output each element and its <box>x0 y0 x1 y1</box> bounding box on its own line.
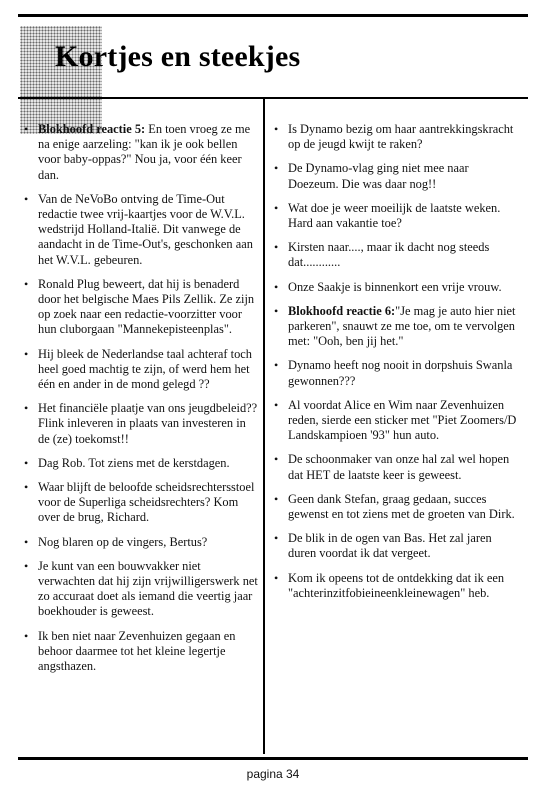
item-text: "Je mag je auto hier niet parkeren", snauwt ze me toe, om te vervolgen met: "Ooh, ben jij het." <box>288 303 516 349</box>
item-text: Ronald Plug beweert, dat hij is benaderd door het belgische Maes Pils Zellik. Ze zijn op zoek naar een redactie-voorzitter voor hun cluborgaan "Mannekepisteenplas". <box>38 276 255 337</box>
item-text: Wat doe je weer moeilijk de laatste weken. Hard aan vakantie toe? <box>288 200 501 231</box>
item-text: Dynamo heeft nog nooit in dorpshuis Swanla gewonnen??? <box>288 358 513 388</box>
page-number: pagina 34 <box>246 767 300 781</box>
bullet-icon: • <box>274 303 279 318</box>
list-item <box>22 480 260 526</box>
list-item <box>272 452 522 482</box>
item-text: Hij bleek de Nederlandse taal achteraf toch heel goed machtig te zijn, of werd hem het één en ander in de mond gelegd ?? <box>38 346 252 392</box>
bullet-icon: • <box>274 397 279 412</box>
list-item <box>22 559 260 620</box>
bottom-rule <box>18 757 528 760</box>
bullet-icon: • <box>24 534 29 549</box>
item-lead: Blokhoofd reactie 6: <box>288 303 396 318</box>
list-item <box>22 401 260 447</box>
bullet-icon: • <box>24 401 29 416</box>
bullet-icon: • <box>274 161 279 176</box>
item-text: Waar blijft de beloofde scheidsrechtersstoel voor de Superliga scheidsrechters? Kom over de brug, Richard. <box>38 480 255 525</box>
list-item <box>272 492 522 522</box>
bullet-icon: • <box>24 122 29 136</box>
bullet-icon: • <box>24 346 29 361</box>
list-item <box>22 277 260 338</box>
list-item <box>272 398 522 444</box>
bullet-icon: • <box>274 491 279 506</box>
item-text: Je kunt van een bouwvakker niet verwachten dat hij zijn vrijwilligerswerk net zo accuraat doet als iemand die veertig jaar boekhouder is geweest. <box>38 558 258 619</box>
list-item <box>22 629 260 675</box>
item-lead: Blokhoofd reactie 5: <box>38 122 146 136</box>
list-item <box>22 122 260 183</box>
bullet-icon: • <box>24 455 29 470</box>
item-text: Dag Rob. Tot ziens met de kerstdagen. <box>38 455 230 470</box>
list-item <box>272 122 522 152</box>
list-item <box>272 571 522 601</box>
list-item <box>22 192 260 268</box>
list-item <box>22 456 260 471</box>
item-text: Kirsten naar...., maar ik dacht nog steeds dat............ <box>288 240 490 270</box>
item-text: Al voordat Alice en Wim naar Zevenhuizen reden, sierde een sticker met "Piet Zoomers/D Landskampioen '93" hun auto. <box>288 397 517 443</box>
list-item <box>22 347 260 393</box>
bullet-icon: • <box>274 279 279 294</box>
bullet-icon: • <box>24 480 29 495</box>
bullet-icon: • <box>24 628 29 643</box>
item-text: De Dynamo-vlag ging niet mee naar Doezeum. Die was daar nog!! <box>288 161 469 191</box>
title-rule <box>18 97 528 99</box>
item-text: Geen dank Stefan, graag gedaan, succes gewenst en tot ziens met de groeten van Dirk. <box>288 491 515 522</box>
item-text: Onze Saakje is binnenkort een vrije vrouw. <box>288 279 502 294</box>
list-item <box>272 161 522 191</box>
list-item <box>272 201 522 231</box>
item-text: Ik ben niet naar Zevenhuizen gegaan en behoor daarmee tot het kleine legertje angsthazen. <box>38 628 236 674</box>
bullet-icon: • <box>274 452 279 467</box>
bullet-icon: • <box>24 191 29 206</box>
bullet-icon: • <box>274 240 279 255</box>
page-title: Kortjes en steekjes <box>55 40 301 73</box>
item-text: Kom ik opeens tot de ontdekking dat ik een "achterinzitfobieineenkleinewagen" heb. <box>288 570 505 600</box>
list-item <box>272 531 522 561</box>
bullet-icon: • <box>24 276 29 291</box>
bullet-icon: • <box>274 570 279 585</box>
item-text: De blik in de ogen van Bas. Het zal jaren duren voordat ik dat vergeet. <box>288 531 492 561</box>
bullet-icon: • <box>274 122 279 136</box>
item-text: De schoonmaker van onze hal zal wel hopen dat HET de laatste keer is geweest. <box>288 452 510 482</box>
right-column <box>272 122 522 610</box>
item-text: Is Dynamo bezig om haar aantrekkingskracht op de jeugd kwijt te raken? <box>288 122 514 152</box>
bullet-icon: • <box>24 558 29 573</box>
bullet-icon: • <box>274 358 279 373</box>
item-text: Nog blaren op de vingers, Bertus? <box>38 534 208 549</box>
top-rule <box>18 14 528 17</box>
item-text: Van de NeVoBo ontving de Time-Out redactie twee vrij-kaartjes voor de W.V.L. wedstrijd Holland-Italië. Dit vanwege de aandacht in de Time-Out's, geschonken aan het W.V.L. gebeuren. <box>38 191 253 267</box>
item-text: En toen vroeg ze me na enige aarzeling: "kan ik je ook bellen voor baby-oppas?" Nou ja, voor één keer dan. <box>38 122 251 182</box>
bullet-icon: • <box>274 200 279 215</box>
list-item <box>272 304 522 350</box>
left-column <box>22 122 260 683</box>
list-item <box>272 240 522 270</box>
bullet-icon: • <box>274 531 279 546</box>
list-item <box>272 358 522 388</box>
item-text: Het financiële plaatje van ons jeugdbeleid?? Flink inleveren in plaats van investeren in de (ze) toekomst!! <box>38 401 258 446</box>
list-item <box>22 535 260 550</box>
list-item <box>272 280 522 295</box>
column-divider <box>263 99 265 754</box>
